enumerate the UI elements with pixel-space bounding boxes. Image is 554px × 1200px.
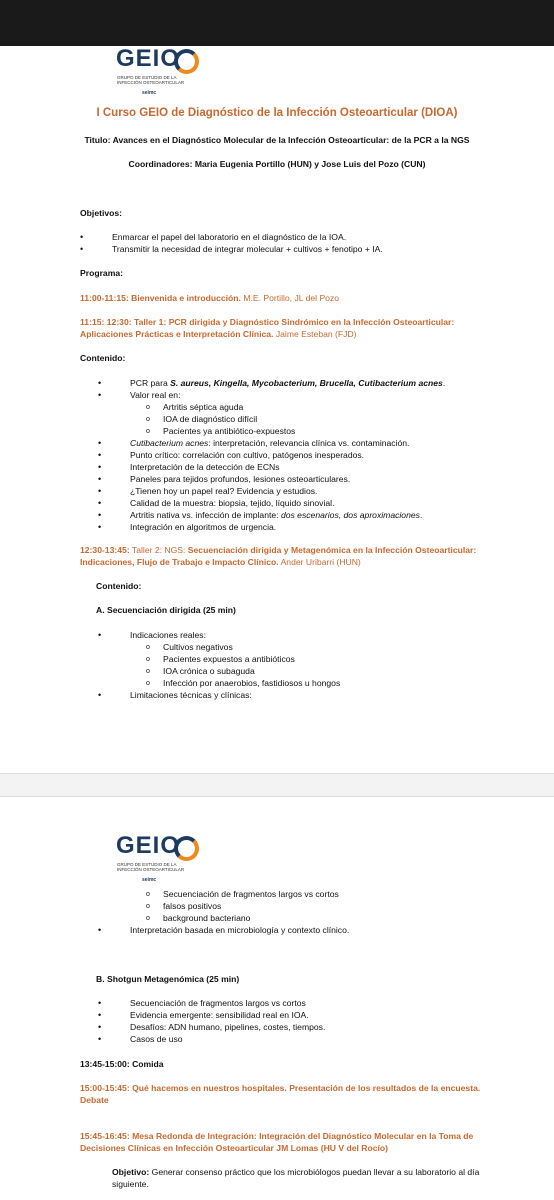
course-subtitle: Titulo: Avances en el Diagnóstico Molecular de la Infección Osteoarticular: de la PCR a la NGS — [84, 135, 470, 145]
session-2-title-end: Aplicaciones Prácticas e Interpretación Clínica. — [80, 329, 274, 339]
artritis-prefix: Artritis nativa vs. infección de implante: — [130, 510, 281, 520]
session-3-time: 12:30-13:45: — [80, 545, 130, 555]
session-1-speaker: M.E. Portillo, JL del Pozo — [243, 293, 340, 303]
session-3-title-end: Indicaciones, Flujo de Trabajo e Impacto Clínico. — [80, 557, 279, 567]
objetivos-heading: Objetivos: — [80, 208, 123, 218]
limitaciones-sub-item: o background bacteriano — [163, 913, 250, 924]
cutibacterium-item — [130, 438, 409, 449]
contenido-2-heading: Contenido: — [96, 581, 142, 591]
cutibacterium-rest: : interpretación, relevancia clínica vs. contaminación. — [208, 438, 410, 448]
session-5-line2: Decisiones Clínicas en Infección Osteoarticular JM Lomas (HU V del Rocío) — [80, 1143, 389, 1153]
session-4-line1: 15:00-15:45: Qué hacemos en nuestros hospitales. Presentación de los resultados de la encuesta. — [80, 1083, 481, 1093]
limitaciones-sub-item: o falsos positivos — [163, 901, 221, 912]
session-3-speaker: Ander Uribarri (HUN) — [280, 557, 361, 567]
geio-logo — [116, 833, 206, 889]
pcr-organisms: S. aureus, Kingella, Mycobacterium, Brucella, Cutibacterium acnes — [170, 378, 443, 388]
pcr-suffix: . — [442, 378, 446, 388]
session-3-title: Secuenciación dirigida y Metagenómica en la Infección Osteoarticular: — [187, 545, 477, 555]
top-bar — [0, 0, 554, 46]
objetivo-line1 — [112, 1167, 479, 1178]
section-a-heading: A. Secuenciación dirigida (25 min) — [96, 605, 236, 615]
indicaciones-sub-item: o Infección por anaerobios, fastidiosos u hongos — [163, 678, 340, 689]
valor-sub-item: o Artritis séptica aguda — [163, 402, 243, 413]
limitaciones-item: • Limitaciones técnicas y clínicas: — [130, 690, 252, 701]
logo-subtitle: GRUPO DE ESTUDIO DE LA INFECCIÓN OSTEOARTICULAR — [117, 75, 185, 85]
indicaciones-sub-item: o Cultivos negativos — [163, 642, 233, 653]
session-2-line2 — [80, 329, 357, 340]
session-2-speaker: Jaime Esteban (FJD) — [275, 329, 357, 339]
pcr-item — [130, 378, 445, 389]
interpretacion-item: • Interpretación basada en microbiología y contexto clínico. — [130, 925, 349, 936]
contenido-item: • Calidad de la muestra: biopsia, tejido, líquido sinovial. — [130, 498, 334, 509]
shotgun-item: • Evidencia emergente: sensibilidad real en IOA. — [130, 1010, 309, 1021]
geio-logo — [116, 46, 206, 102]
limitaciones-sub-item: o Secuenciación de fragmentos largos vs cortos — [163, 889, 339, 900]
logo-text: GEIO — [116, 45, 181, 72]
artritis-suffix: . — [419, 510, 423, 520]
valor-item: • Valor real en: — [130, 390, 180, 401]
programa-heading: Programa: — [80, 268, 123, 278]
logo-society: seimc — [142, 877, 157, 883]
pcr-prefix: PCR para — [130, 378, 171, 388]
document-page-1 — [0, 46, 554, 773]
indicaciones-item: • Indicaciones reales: — [130, 630, 206, 641]
logo-ring-icon — [174, 836, 199, 861]
valor-sub-item: o IOA de diagnóstico difícil — [163, 414, 257, 425]
page-separator — [0, 773, 554, 797]
logo-text: GEIO — [116, 832, 181, 859]
session-3-line2 — [80, 557, 361, 568]
logo-ring-icon — [174, 49, 199, 74]
session-1 — [80, 293, 339, 304]
contenido-item: • ¿Tienen hoy un papel real? Evidencia y estudios. — [130, 486, 317, 497]
contenido-item: • Punto crítico: correlación con cultivo, patógenos inesperados. — [130, 450, 364, 461]
objetivo-item: • Transmitir la necesidad de integrar molecular + cultivos + fenotipo + IA. — [112, 244, 383, 255]
indicaciones-sub-item: o Pacientes expuestos a antibióticos — [163, 654, 295, 665]
shotgun-item: • Secuenciación de fragmentos largos vs cortos — [130, 998, 306, 1009]
objetivo-line2: siguiente. — [112, 1179, 149, 1189]
artritis-item — [130, 510, 422, 521]
objetivo-text: Generar consenso práctico que los microbiólogos puedan llevar a su laboratorio al día — [149, 1167, 480, 1177]
artritis-italic: dos escenarios, dos aproximaciones — [280, 510, 420, 520]
contenido-item: • Paneles para tejidos profundos, lesiones osteoarticulares. — [130, 474, 350, 485]
indicaciones-sub-item: o IOA crónica o subaguda — [163, 666, 255, 677]
session-5-line1: 15:45-16:45: Mesa Redonda de Integración: Integración del Diagnóstico Molecular en la Toma de — [80, 1131, 474, 1141]
document-page-2 — [0, 797, 554, 1200]
shotgun-item: • Desafíos: ADN humano, pipelines, costes, tiempos. — [130, 1022, 325, 1033]
session-3-label: Taller 2: NGS: — [129, 545, 188, 555]
cutibacterium-name: Cutibacterium acnes — [130, 438, 209, 448]
comida-line: 13:45-15:00: Comida — [80, 1059, 164, 1069]
valor-sub-item: o Pacientes ya antibiótico-expuestos — [163, 426, 295, 437]
session-4-line2: Debate — [80, 1095, 109, 1105]
course-title: I Curso GEIO de Diagnóstico de la Infección Osteoarticular (DIOA) — [96, 107, 458, 119]
contenido-heading: Contenido: — [80, 353, 126, 363]
objetivo-label: Objetivo: — [112, 1167, 150, 1177]
logo-subtitle: GRUPO DE ESTUDIO DE LA INFECCIÓN OSTEOARTICULAR — [117, 862, 185, 872]
objetivo-item: • Enmarcar el papel del laboratorio en el diagnóstico de la IOA. — [112, 232, 346, 243]
session-1-time: 11:00-11:15: Bienvenida e introducción. — [80, 293, 241, 303]
section-b-heading: B. Shotgun Metagenómica (25 min) — [96, 974, 240, 984]
shotgun-item: • Casos de uso — [130, 1034, 183, 1045]
session-3-line1 — [80, 545, 476, 556]
integracion-item: • Integración en algoritmos de urgencia. — [130, 522, 276, 533]
coordinators: Coordinadores: Maria Eugenia Portillo (HUN) y Jose Luis del Pozo (CUN) — [128, 159, 426, 169]
session-2-line1: 11:15: 12:30: Taller 1: PCR dirigida y Diagnóstico Sindrómico en la Infección Osteoarticular: — [80, 317, 455, 327]
contenido-item: • Interpretación de la detección de ECNs — [130, 462, 280, 473]
logo-society: seimc — [142, 90, 157, 96]
